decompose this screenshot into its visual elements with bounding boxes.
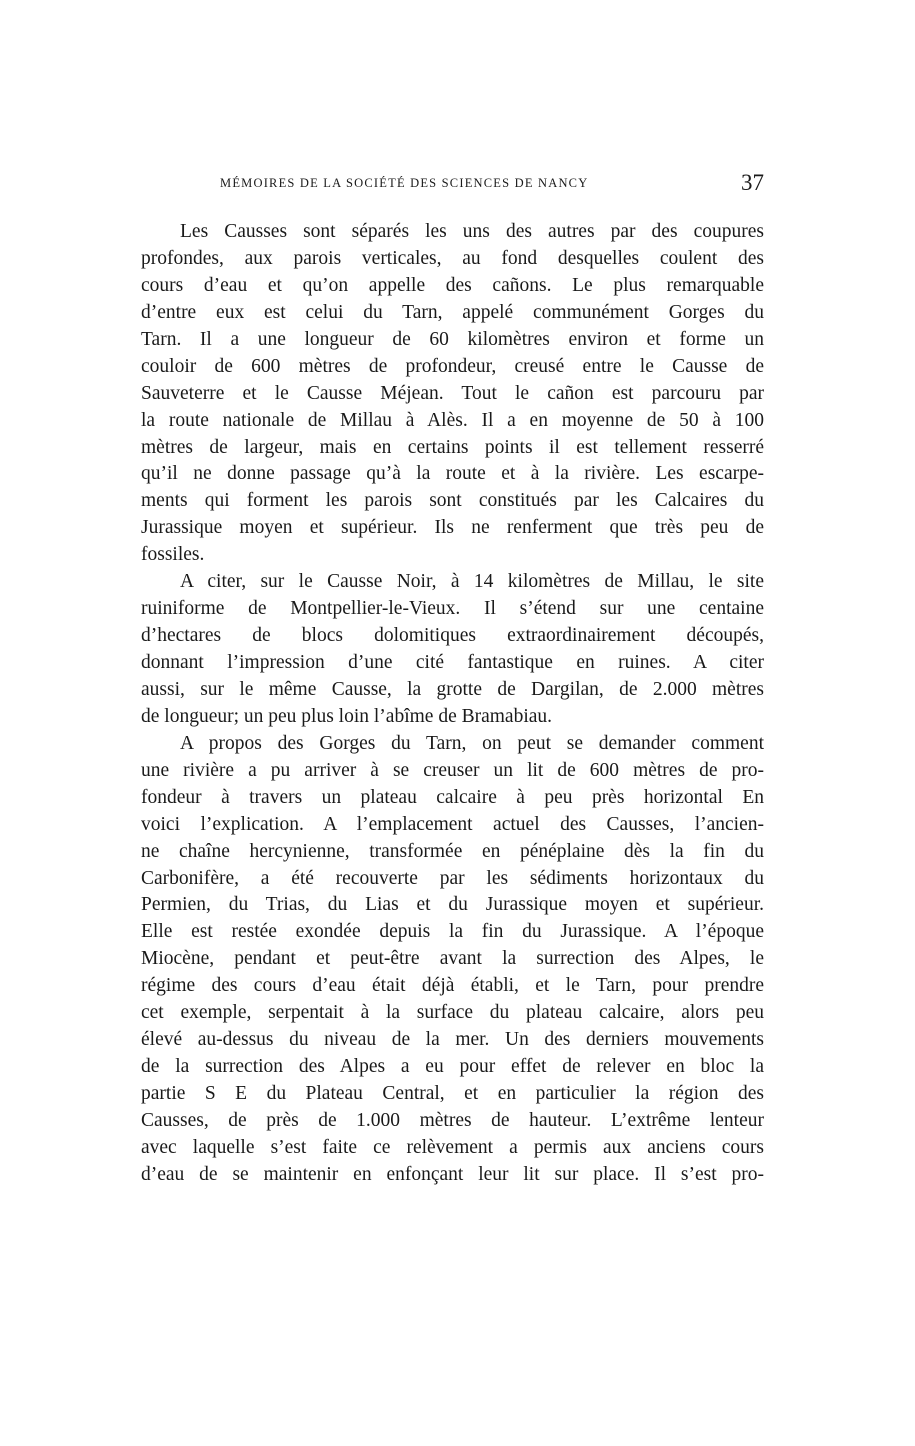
running-head [142,172,764,196]
text-line: la route nationale de Millau à Alès. Il a en moyenne de 50 à 100 [141,409,764,431]
text-line: Les Causses sont séparés les uns des autres par des coupures [180,221,764,242]
text-line: régime des cours d’eau était déjà établi, et le Tarn, pour prendre [141,975,764,997]
text-line: Carbonifère, a été recouverte par les sédiments horizontaux du [141,867,764,889]
text-line: d’eau de se maintenir en enfonçant leur lit sur place. Il s’est pro- [141,1163,764,1185]
text-line: de longueur; un peu plus loin l’abîme de Bramabiau. [141,705,553,727]
text-line: partie S E du Plateau Central, et en particulier la région des [141,1083,764,1104]
text-line: mètres de largeur, mais en certains points il est tellement resserré [141,436,764,458]
text-line: fondeur à travers un plateau calcaire à peu près horizontal En [141,786,764,808]
page-number: 37 [741,170,764,195]
text-line: qu’il ne donne passage qu’à la route et à la rivière. Les escarpe- [141,463,764,485]
text-line: une rivière a pu arriver à se creuser un lit de 600 mètres de pro- [141,759,764,781]
text-line: cet exemple, serpentait à la surface du plateau calcaire, alors peu [141,1002,764,1024]
text-line: fossiles. [141,544,205,566]
text-line: cours d’eau et qu’on appelle des cañons. Le plus remarquable [141,274,764,296]
text-line: A citer, sur le Causse Noir, à 14 kilomètres de Millau, le site [180,571,764,593]
text-line: Causses, de près de 1.000 mètres de hauteur. L’extrême lenteur [141,1109,764,1131]
text-line: avec laquelle s’est faite ce relèvement a permis aux anciens cours [141,1136,764,1158]
text-line: Tarn. Il a une longueur de 60 kilomètres environ et forme un [141,328,764,350]
text-line: ments qui forment les parois sont constitués par les Calcaires du [141,490,764,512]
text-line: ruiniforme de Montpellier-le-Vieux. Il s’étend sur une centaine [141,598,764,620]
text-line: d’entre eux est celui du Tarn, appelé communément Gorges du [141,301,764,323]
text-line: aussi, sur le même Causse, la grotte de Dargilan, de 2.000 mètres [141,678,764,700]
text-line: Permien, du Trias, du Lias et du Jurassique moyen et supérieur. [141,894,764,916]
paragraph [141,731,764,1189]
text-line: couloir de 600 mètres de profondeur, creusé entre le Causse de [141,355,764,377]
text-line: ne chaîne hercynienne, transformée en pénéplaine dès la fin du [141,840,764,862]
text-line: d’hectares de blocs dolomitiques extraordinairement découpés, [141,625,764,647]
text-line: A propos des Gorges du Tarn, on peut se demander comment [180,732,764,754]
text-line: Miocène, pendant et peut-être avant la surrection des Alpes, le [141,948,764,970]
text-line: Sauveterre et le Causse Méjean. Tout le cañon est parcouru par [141,382,764,404]
paragraph [141,219,764,569]
body-text [141,219,764,1189]
text-line: Elle est restée exondée depuis la fin du Jurassique. A l’époque [141,921,764,943]
running-title: MÉMOIRES DE LA SOCIÉTÉ DES SCIENCES DE NANCY [220,176,589,190]
text-line: donnant l’impression d’une cité fantastique en ruines. A citer [141,652,764,673]
text-line: Jurassique moyen et supérieur. Ils ne renferment que très peu de [141,517,764,539]
text-line: élevé au-dessus du niveau de la mer. Un des derniers mouvements [141,1029,764,1051]
text-line: profondes, aux parois verticales, au fond desquelles coulent des [141,247,764,269]
paragraph [141,569,764,731]
text-line: de la surrection des Alpes a eu pour effet de relever en bloc la [141,1056,764,1078]
text-line: voici l’explication. A l’emplacement actuel des Causses, l’ancien- [141,813,764,835]
